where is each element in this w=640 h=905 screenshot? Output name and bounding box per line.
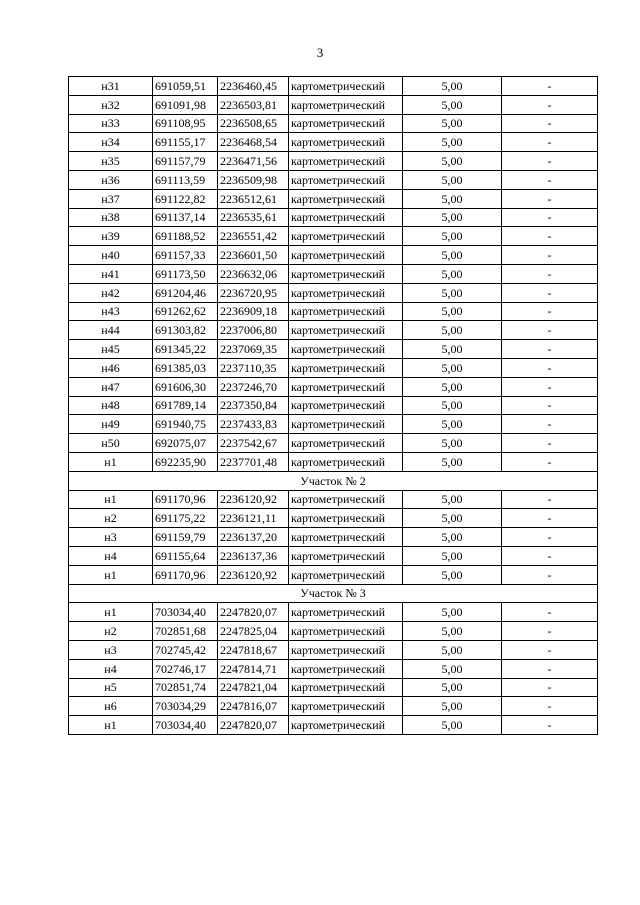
table-row [69,490,598,509]
method-cell: картометрический [289,603,403,622]
method-cell: картометрический [289,659,403,678]
y-coordinate-cell: 2237350,84 [218,396,289,415]
y-coordinate-cell: 2236468,54 [218,133,289,152]
description-cell: - [502,208,598,227]
page-number: 3 [316,45,324,60]
x-coordinate-cell: 691940,75 [153,415,218,434]
x-coordinate-cell: 702851,68 [153,622,218,641]
x-coordinate-cell: 691155,17 [153,133,218,152]
accuracy-cell: 5,00 [403,302,502,321]
method-cell: картометрический [289,170,403,189]
table-row [69,152,598,171]
description-cell: - [502,565,598,584]
x-coordinate-cell: 691157,33 [153,246,218,265]
y-coordinate-cell: 2236720,95 [218,283,289,302]
method-cell: картометрический [289,77,403,96]
description-cell: - [502,640,598,659]
description-cell: - [502,603,598,622]
method-cell: картометрический [289,716,403,735]
description-cell: - [502,377,598,396]
y-coordinate-cell: 2236509,98 [218,170,289,189]
description-cell: - [502,528,598,547]
method-cell: картометрический [289,490,403,509]
y-coordinate-cell: 2247821,04 [218,678,289,697]
y-coordinate-cell: 2237069,35 [218,340,289,359]
method-cell: картометрический [289,95,403,114]
method-cell: картометрический [289,321,403,340]
method-cell: картометрический [289,697,403,716]
point-number-cell: н1 [69,452,153,471]
accuracy-cell: 5,00 [403,603,502,622]
method-cell: картометрический [289,415,403,434]
description-cell: - [502,716,598,735]
accuracy-cell: 5,00 [403,377,502,396]
y-coordinate-cell: 2247825,04 [218,622,289,641]
method-cell: картометрический [289,622,403,641]
table-row [69,396,598,415]
accuracy-cell: 5,00 [403,452,502,471]
description-cell: - [502,434,598,453]
table-row [69,603,598,622]
point-number-cell: н4 [69,546,153,565]
y-coordinate-cell: 2236508,65 [218,114,289,133]
method-cell: картометрический [289,678,403,697]
x-coordinate-cell: 702851,74 [153,678,218,697]
point-number-cell: н2 [69,622,153,641]
x-coordinate-cell: 691122,82 [153,189,218,208]
method-cell: картометрический [289,509,403,528]
accuracy-cell: 5,00 [403,227,502,246]
table-row [69,189,598,208]
method-cell: картометрический [289,264,403,283]
description-cell: - [502,227,598,246]
accuracy-cell: 5,00 [403,208,502,227]
method-cell: картометрический [289,358,403,377]
table-row [69,659,598,678]
x-coordinate-cell: 691108,95 [153,114,218,133]
table-row [69,716,598,735]
x-coordinate-cell: 691188,52 [153,227,218,246]
point-number-cell: н43 [69,302,153,321]
y-coordinate-cell: 2247818,67 [218,640,289,659]
x-coordinate-cell: 691137,14 [153,208,218,227]
y-coordinate-cell: 2247820,07 [218,603,289,622]
table-row [69,377,598,396]
table-row [69,302,598,321]
table-row [69,509,598,528]
section-header-row [69,471,598,490]
description-cell: - [502,697,598,716]
point-number-cell: н32 [69,95,153,114]
accuracy-cell: 5,00 [403,678,502,697]
x-coordinate-cell: 691157,79 [153,152,218,171]
description-cell: - [502,170,598,189]
point-number-cell: н1 [69,603,153,622]
description-cell: - [502,622,598,641]
point-number-cell: н3 [69,528,153,547]
x-coordinate-cell: 691170,96 [153,565,218,584]
accuracy-cell: 5,00 [403,114,502,133]
x-coordinate-cell: 691159,79 [153,528,218,547]
description-cell: - [502,340,598,359]
y-coordinate-cell: 2236460,45 [218,77,289,96]
description-cell: - [502,490,598,509]
point-number-cell: н2 [69,509,153,528]
description-cell: - [502,396,598,415]
description-cell: - [502,678,598,697]
x-coordinate-cell: 691155,64 [153,546,218,565]
description-cell: - [502,264,598,283]
point-number-cell: н41 [69,264,153,283]
coordinates-table [68,76,598,735]
x-coordinate-cell: 691303,82 [153,321,218,340]
description-cell: - [502,246,598,265]
description-cell: - [502,546,598,565]
method-cell: картометрический [289,227,403,246]
description-cell: - [502,133,598,152]
y-coordinate-cell: 2236909,18 [218,302,289,321]
accuracy-cell: 5,00 [403,640,502,659]
accuracy-cell: 5,00 [403,152,502,171]
accuracy-cell: 5,00 [403,659,502,678]
point-number-cell: н31 [69,77,153,96]
accuracy-cell: 5,00 [403,490,502,509]
point-number-cell: н5 [69,678,153,697]
method-cell: картометрический [289,189,403,208]
x-coordinate-cell: 702746,17 [153,659,218,678]
y-coordinate-cell: 2247814,71 [218,659,289,678]
description-cell: - [502,415,598,434]
description-cell: - [502,189,598,208]
y-coordinate-cell: 2247816,07 [218,697,289,716]
table-row [69,452,598,471]
x-coordinate-cell: 691173,50 [153,264,218,283]
point-number-cell: н46 [69,358,153,377]
method-cell: картометрический [289,396,403,415]
x-coordinate-cell: 691204,46 [153,283,218,302]
point-number-cell: н42 [69,283,153,302]
table-row [69,283,598,302]
point-number-cell: н49 [69,415,153,434]
accuracy-cell: 5,00 [403,321,502,340]
point-number-cell: н1 [69,716,153,735]
accuracy-cell: 5,00 [403,170,502,189]
y-coordinate-cell: 2237433,83 [218,415,289,434]
x-coordinate-cell: 691170,96 [153,490,218,509]
method-cell: картометрический [289,114,403,133]
y-coordinate-cell: 2247820,07 [218,716,289,735]
method-cell: картометрический [289,302,403,321]
point-number-cell: н47 [69,377,153,396]
table-row [69,697,598,716]
point-number-cell: н4 [69,659,153,678]
table-row [69,358,598,377]
table-row [69,640,598,659]
x-coordinate-cell: 703034,40 [153,716,218,735]
point-number-cell: н38 [69,208,153,227]
y-coordinate-cell: 2237006,80 [218,321,289,340]
accuracy-cell: 5,00 [403,716,502,735]
table-row [69,227,598,246]
accuracy-cell: 5,00 [403,697,502,716]
method-cell: картометрический [289,246,403,265]
y-coordinate-cell: 2237542,67 [218,434,289,453]
point-number-cell: н35 [69,152,153,171]
description-cell: - [502,509,598,528]
y-coordinate-cell: 2236137,20 [218,528,289,547]
y-coordinate-cell: 2236601,50 [218,246,289,265]
accuracy-cell: 5,00 [403,133,502,152]
accuracy-cell: 5,00 [403,77,502,96]
accuracy-cell: 5,00 [403,95,502,114]
description-cell: - [502,95,598,114]
x-coordinate-cell: 691262,62 [153,302,218,321]
description-cell: - [502,114,598,133]
y-coordinate-cell: 2236120,92 [218,490,289,509]
accuracy-cell: 5,00 [403,396,502,415]
point-number-cell: н45 [69,340,153,359]
y-coordinate-cell: 2237246,70 [218,377,289,396]
description-cell: - [502,358,598,377]
point-number-cell: н44 [69,321,153,340]
x-coordinate-cell: 691175,22 [153,509,218,528]
method-cell: картометрический [289,546,403,565]
x-coordinate-cell: 691113,59 [153,170,218,189]
accuracy-cell: 5,00 [403,509,502,528]
accuracy-cell: 5,00 [403,340,502,359]
table-row [69,264,598,283]
x-coordinate-cell: 691345,22 [153,340,218,359]
y-coordinate-cell: 2236137,36 [218,546,289,565]
accuracy-cell: 5,00 [403,283,502,302]
table-row [69,246,598,265]
accuracy-cell: 5,00 [403,415,502,434]
table-row [69,133,598,152]
x-coordinate-cell: 691091,98 [153,95,218,114]
accuracy-cell: 5,00 [403,434,502,453]
point-number-cell: н34 [69,133,153,152]
table-row [69,622,598,641]
section-title: Участок № 3 [69,584,598,603]
table-row [69,77,598,96]
y-coordinate-cell: 2236535,61 [218,208,289,227]
x-coordinate-cell: 692075,07 [153,434,218,453]
description-cell: - [502,452,598,471]
description-cell: - [502,77,598,96]
x-coordinate-cell: 691789,14 [153,396,218,415]
point-number-cell: н3 [69,640,153,659]
table-body [69,77,598,735]
table-row [69,434,598,453]
y-coordinate-cell: 2236512,61 [218,189,289,208]
method-cell: картометрический [289,152,403,171]
table-row [69,678,598,697]
x-coordinate-cell: 703034,40 [153,603,218,622]
point-number-cell: н36 [69,170,153,189]
point-number-cell: н40 [69,246,153,265]
table-row [69,340,598,359]
description-cell: - [502,302,598,321]
table-row [69,208,598,227]
method-cell: картометрический [289,640,403,659]
y-coordinate-cell: 2236120,92 [218,565,289,584]
description-cell: - [502,321,598,340]
point-number-cell: н37 [69,189,153,208]
x-coordinate-cell: 691385,03 [153,358,218,377]
point-number-cell: н1 [69,565,153,584]
method-cell: картометрический [289,452,403,471]
accuracy-cell: 5,00 [403,264,502,283]
x-coordinate-cell: 703034,29 [153,697,218,716]
method-cell: картометрический [289,565,403,584]
y-coordinate-cell: 2236121,11 [218,509,289,528]
y-coordinate-cell: 2236503,81 [218,95,289,114]
accuracy-cell: 5,00 [403,565,502,584]
table-row [69,415,598,434]
section-title: Участок № 2 [69,471,598,490]
point-number-cell: н50 [69,434,153,453]
description-cell: - [502,659,598,678]
y-coordinate-cell: 2236471,56 [218,152,289,171]
point-number-cell: н39 [69,227,153,246]
description-cell: - [502,283,598,302]
method-cell: картометрический [289,133,403,152]
accuracy-cell: 5,00 [403,528,502,547]
table-row [69,528,598,547]
table-row [69,114,598,133]
x-coordinate-cell: 691606,30 [153,377,218,396]
section-header-row [69,584,598,603]
point-number-cell: н1 [69,490,153,509]
y-coordinate-cell: 2237110,35 [218,358,289,377]
accuracy-cell: 5,00 [403,189,502,208]
method-cell: картометрический [289,434,403,453]
point-number-cell: н33 [69,114,153,133]
table-row [69,565,598,584]
y-coordinate-cell: 2236551,42 [218,227,289,246]
method-cell: картометрический [289,528,403,547]
x-coordinate-cell: 692235,90 [153,452,218,471]
table-row [69,321,598,340]
x-coordinate-cell: 702745,42 [153,640,218,659]
description-cell: - [502,152,598,171]
y-coordinate-cell: 2237701,48 [218,452,289,471]
accuracy-cell: 5,00 [403,546,502,565]
table-row [69,95,598,114]
accuracy-cell: 5,00 [403,622,502,641]
accuracy-cell: 5,00 [403,246,502,265]
accuracy-cell: 5,00 [403,358,502,377]
point-number-cell: н48 [69,396,153,415]
y-coordinate-cell: 2236632,06 [218,264,289,283]
method-cell: картометрический [289,377,403,396]
table-row [69,170,598,189]
method-cell: картометрический [289,283,403,302]
method-cell: картометрический [289,340,403,359]
x-coordinate-cell: 691059,51 [153,77,218,96]
table-row [69,546,598,565]
point-number-cell: н6 [69,697,153,716]
method-cell: картометрический [289,208,403,227]
